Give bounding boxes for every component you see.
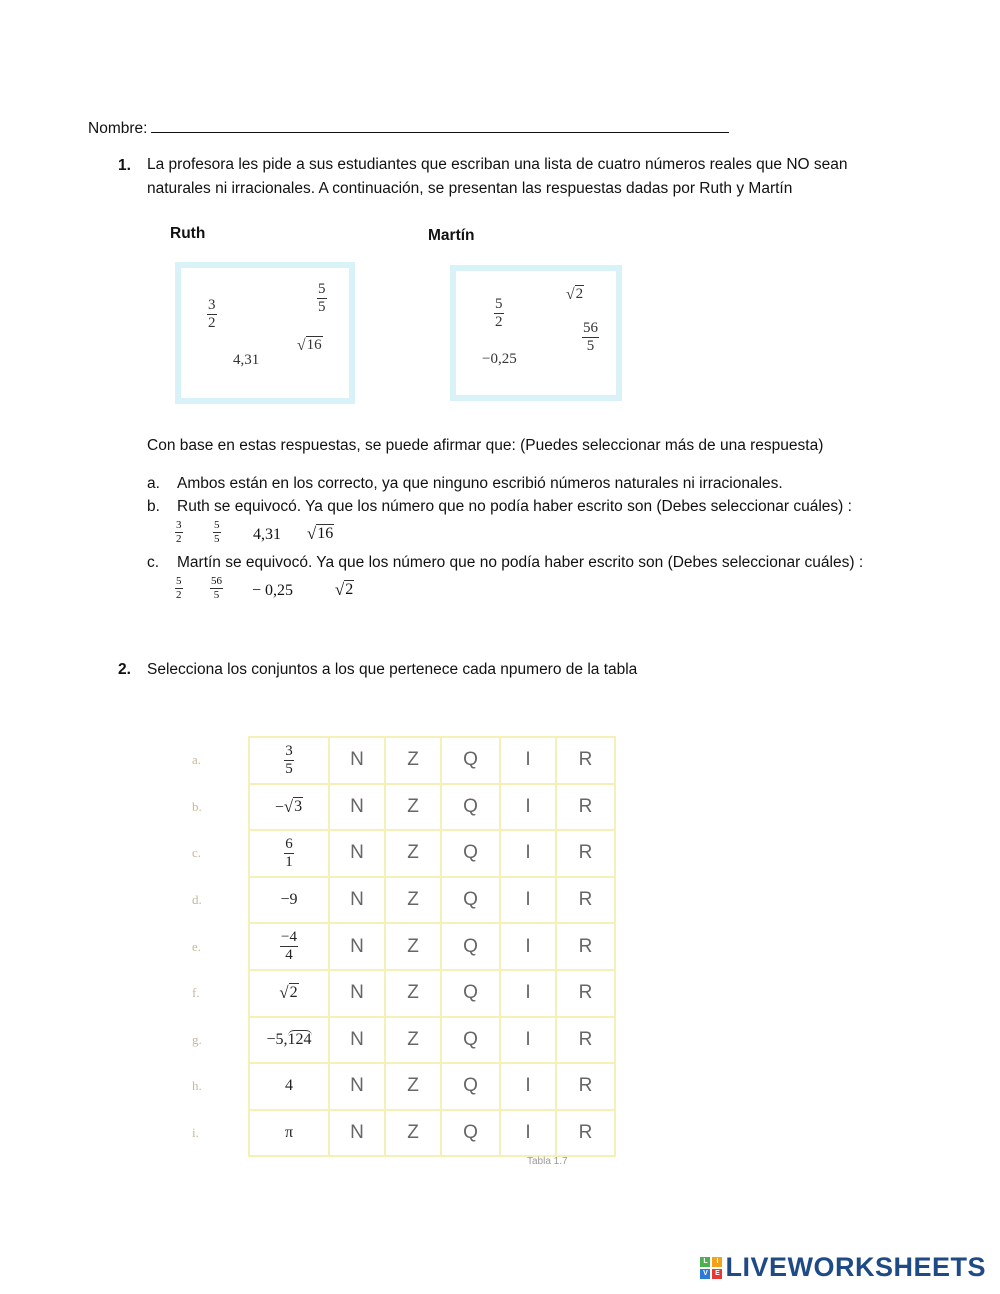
martin-answer-box: [450, 265, 622, 401]
set-n-option[interactable]: N: [329, 970, 385, 1017]
choice-c-56-5[interactable]: $\frac{56}{5}$: [211, 575, 222, 601]
table-row: [186, 970, 615, 1017]
set-z-option[interactable]: Z: [385, 1110, 441, 1157]
row-value: $\frac{3}{5}$: [249, 737, 329, 784]
martin-sqrt-2: √ 2: [566, 285, 584, 303]
row-value: π: [249, 1110, 329, 1157]
row-value: √ 2: [249, 970, 329, 1017]
row-value: −5,124: [249, 1017, 329, 1064]
row-value: 4: [249, 1063, 329, 1110]
row-label: i.: [192, 1125, 199, 1141]
q2-text: Selecciona los conjuntos a los que pertenece cada npumero de la tabla: [147, 661, 638, 678]
table-row: [186, 1110, 615, 1157]
set-r-option[interactable]: R: [556, 1110, 615, 1157]
set-q-option[interactable]: Q: [441, 877, 500, 924]
ruth-decimal: 4,31: [233, 352, 260, 368]
set-r-option[interactable]: R: [556, 923, 615, 970]
table-row: [186, 784, 615, 831]
set-r-option[interactable]: R: [556, 737, 615, 784]
row-label: h.: [192, 1078, 202, 1094]
row-label: d.: [192, 892, 202, 908]
table-row: [186, 830, 615, 877]
row-label: b.: [192, 798, 202, 814]
choice-c-5-2[interactable]: $\frac{5}{2}$: [176, 575, 182, 601]
set-r-option[interactable]: R: [556, 830, 615, 877]
set-i-option[interactable]: I: [500, 737, 556, 784]
set-z-option[interactable]: Z: [385, 923, 441, 970]
ruth-label: Ruth: [170, 225, 206, 242]
row-value: − √ 3: [249, 784, 329, 831]
set-q-option[interactable]: Q: [441, 970, 500, 1017]
row-value: $\frac{6}{1}$: [249, 830, 329, 877]
martin-fraction-5-2: $\frac{5}{2}$: [495, 296, 503, 330]
set-i-option[interactable]: I: [500, 1017, 556, 1064]
choice-b-5-5[interactable]: $\frac{5}{5}$: [214, 519, 220, 545]
martin-label: Martín: [428, 227, 475, 244]
logo-text: LIVEWORKSHEETS: [725, 1252, 986, 1282]
option-b[interactable]: [147, 496, 852, 518]
set-q-option[interactable]: Q: [441, 784, 500, 831]
option-a[interactable]: [147, 473, 783, 495]
set-n-option[interactable]: N: [329, 1063, 385, 1110]
set-i-option[interactable]: I: [500, 1110, 556, 1157]
set-i-option[interactable]: I: [500, 923, 556, 970]
set-q-option[interactable]: Q: [441, 923, 500, 970]
ruth-sqrt-16: √ 16: [297, 336, 322, 354]
set-q-option[interactable]: Q: [441, 1110, 500, 1157]
row-value: $\frac{-4}{4}$: [249, 923, 329, 970]
set-n-option[interactable]: N: [329, 1110, 385, 1157]
set-q-option[interactable]: Q: [441, 1063, 500, 1110]
option-c[interactable]: [147, 552, 863, 574]
set-n-option[interactable]: N: [329, 1017, 385, 1064]
set-r-option[interactable]: R: [556, 1017, 615, 1064]
row-label: g.: [192, 1031, 202, 1047]
option-a-text: Ambos están en los correcto, ya que ninguno escribió números naturales ni irracionales.: [177, 475, 783, 492]
set-z-option[interactable]: Z: [385, 1063, 441, 1110]
set-r-option[interactable]: R: [556, 877, 615, 924]
table-row: [186, 877, 615, 924]
set-n-option[interactable]: N: [329, 877, 385, 924]
set-z-option[interactable]: Z: [385, 784, 441, 831]
option-b-label: b.: [147, 498, 160, 515]
liveworksheets-logo: [700, 1252, 986, 1283]
sets-table: [186, 736, 616, 1157]
set-z-option[interactable]: Z: [385, 970, 441, 1017]
row-label: a.: [192, 752, 202, 768]
set-i-option[interactable]: I: [500, 784, 556, 831]
choice-c-sqrt-2[interactable]: √ 2: [335, 579, 354, 599]
set-z-option[interactable]: Z: [385, 737, 441, 784]
name-field[interactable]: [88, 118, 729, 138]
set-z-option[interactable]: Z: [385, 877, 441, 924]
set-i-option[interactable]: I: [500, 970, 556, 1017]
set-i-option[interactable]: I: [500, 877, 556, 924]
row-value: −9: [249, 877, 329, 924]
set-n-option[interactable]: N: [329, 923, 385, 970]
row-label: f.: [192, 985, 200, 1001]
q2-number: 2.: [118, 661, 131, 678]
ruth-fraction-3-2: $\frac{3}{2}$: [208, 297, 216, 331]
table-row: [186, 1017, 615, 1064]
choice-b-sqrt-16[interactable]: √ 16: [307, 523, 334, 543]
choice-c-neg-0-25[interactable]: − 0,25: [252, 582, 294, 599]
set-q-option[interactable]: Q: [441, 737, 500, 784]
ruth-fraction-5-5: $\frac{5}{5}$: [318, 281, 326, 315]
q1-text-line2: naturales ni irracionales. A continuación, se presentan las respuestas dadas por Ruth y Martín: [147, 180, 793, 197]
table-row: [186, 737, 615, 784]
set-n-option[interactable]: N: [329, 784, 385, 831]
option-b-text: Ruth se equivocó. Ya que los número que no podía haber escrito son (Debes seleccionar cuáles) :: [177, 498, 852, 515]
logo-blocks-icon: L I V E: [700, 1257, 722, 1279]
set-i-option[interactable]: I: [500, 830, 556, 877]
q1-number: 1.: [118, 157, 131, 174]
row-label: e.: [192, 938, 202, 954]
set-z-option[interactable]: Z: [385, 830, 441, 877]
option-c-label: c.: [147, 554, 160, 571]
option-c-text: Martín se equivocó. Ya que los número que no podía haber escrito son (Debes seleccionar cuáles) :: [177, 554, 864, 571]
row-label: c.: [192, 845, 202, 861]
q1-prompt: Con base en estas respuestas, se puede afirmar que: (Puedes seleccionar más de una respuesta): [147, 437, 824, 454]
set-r-option[interactable]: R: [556, 784, 615, 831]
q1-text-line1: La profesora les pide a sus estudiantes que escriban una lista de cuatro números reales que NO sean: [147, 156, 848, 173]
martin-fraction-56-5: $\frac{56}{5}$: [583, 320, 598, 354]
choice-b-4-31[interactable]: 4,31: [253, 526, 281, 543]
set-z-option[interactable]: Z: [385, 1017, 441, 1064]
option-a-label: a.: [147, 475, 160, 492]
name-line[interactable]: [151, 118, 729, 133]
set-r-option[interactable]: R: [556, 970, 615, 1017]
set-q-option[interactable]: Q: [441, 830, 500, 877]
set-n-option[interactable]: N: [329, 830, 385, 877]
choice-b-3-2[interactable]: $\frac{3}{2}$: [176, 519, 182, 545]
q1-text: [147, 153, 947, 201]
martin-decimal: −0,25: [482, 351, 517, 367]
ruth-answer-box: [175, 262, 355, 404]
table-row: [186, 923, 615, 970]
name-label: Nombre:: [88, 120, 148, 137]
set-i-option[interactable]: I: [500, 1063, 556, 1110]
table-caption: Tabla 1.7: [527, 1156, 568, 1167]
set-n-option[interactable]: N: [329, 737, 385, 784]
table-row: [186, 1063, 615, 1110]
set-q-option[interactable]: Q: [441, 1017, 500, 1064]
set-r-option[interactable]: R: [556, 1063, 615, 1110]
